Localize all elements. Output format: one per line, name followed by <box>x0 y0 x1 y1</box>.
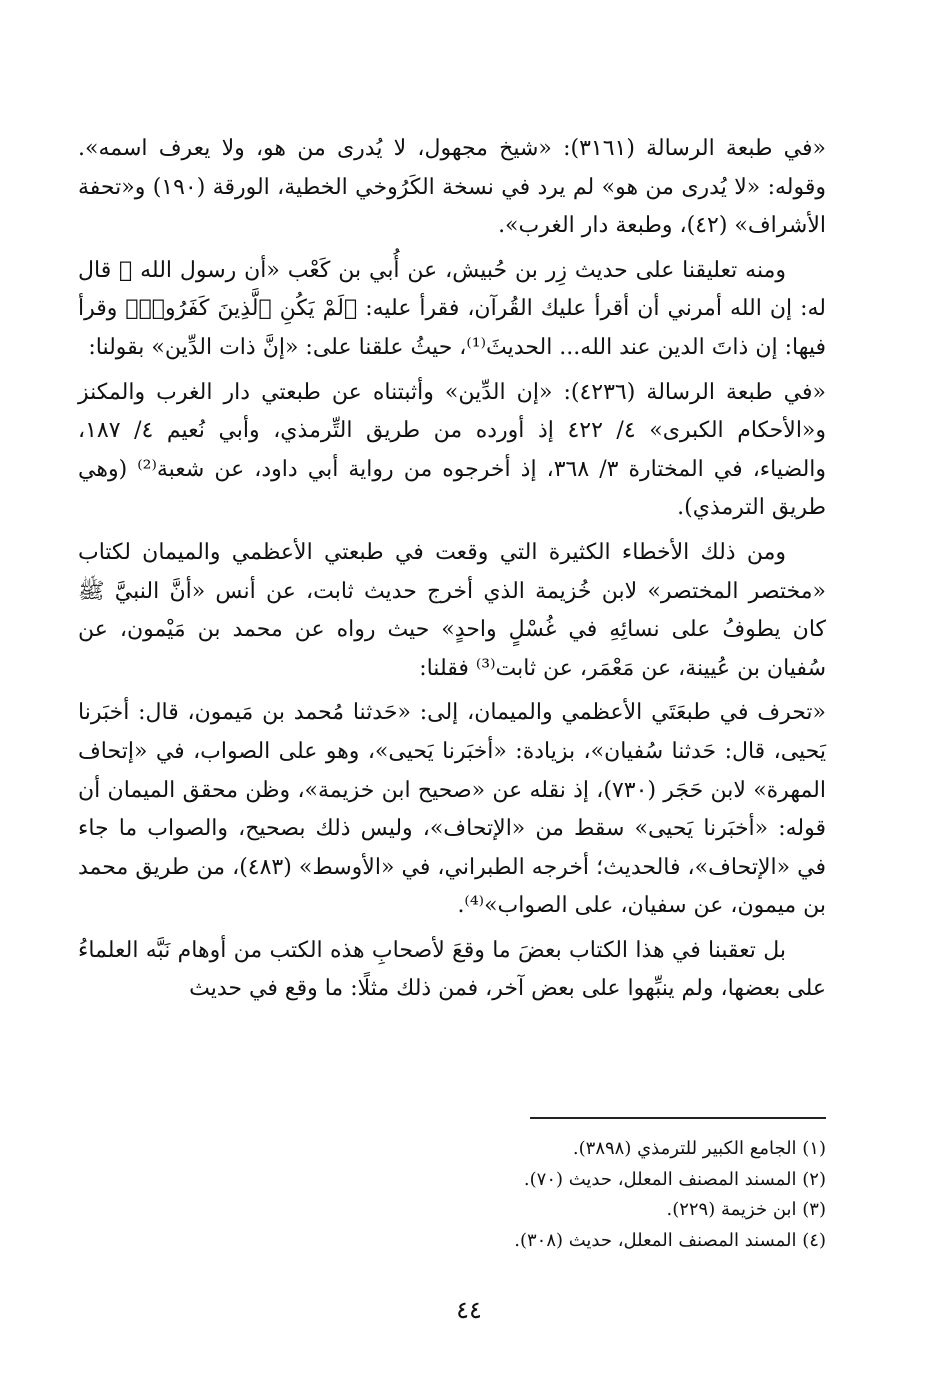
paragraph-quote-risala-3161: «في طبعة الرسالة (٣١٦١): «شيخ مجهول، لا يُدرى من هو، ولا يعرف اسمه». وقوله: «لا يُدرى من هو» لم يرد في نسخة الكَرُوخي الخطية، الورقة (١٩٠) و«تحفة الأشراف» (٤٢)، وطبعة دار الغرب». <box>78 136 826 239</box>
paragraph-mukhtasar-errors: ومن ذلك الأخطاء الكثيرة التي وقعت في طبعتي الأعظمي والميمان لكتاب «مختصر المختصر» لابن خُزيمة الذي أخرج حديث ثابت، عن أنس «أنَّ النبيَّ ﷺ كان يطوفُ على نسائِهِ في غُسْلٍ واحدٍ» حيث رواه عن محمد بن مَيْمون، عن سُفيان بن عُيينة، عن مَعْمَر، عن ثابت⁽³⁾ فقلنا: <box>78 539 826 681</box>
footnote-1: (١) الجامع الكبير للترمذي (٣٨٩٨). <box>572 1138 826 1159</box>
footnote-divider <box>530 1117 826 1119</box>
body-text <box>78 130 826 1015</box>
paragraph-quote-tahrif: «تحرف في طبعَتَي الأعظمي والميمان، إلى: «حَدثنا مُحمد بن مَيمون، قال: أخبَرنا يَحيى، قال: حَدثنا سُفيان»، بزيادة: «أخبَرنا يَحيى»، وهو على الصواب، في «إتحاف المهرة» لابن حَجَر (٧٣٠)، إذ نقله عن «صحيح ابن خزيمة»، وظن محقق الميمان أن قوله: «أخبَرنا يَحيى» سقط من «الإتحاف»، وليس ذلك بصحيح، والصواب ما جاء في «الإتحاف»، فالحديث؛ أخرجه الطبراني، في «الأوسط» (٤٨٣)، من طريق محمد بن ميمون، عن سفيان، على الصواب»⁽⁴⁾. <box>78 700 826 919</box>
paragraph-hadith-zirr: ومنه تعليقنا على حديث زِر بن حُبيش، عن أُبي بن كَعْب «أن رسول الله ﷺ قال له: إن الله أمرني أن أقرأ عليك القُرآن، فقرأ عليه: ﴿لَمْ يَكُنِ ٱلَّذِينَ كَفَرُوا۟﴾ وقرأ فيها: إن ذاتَ الدين عند الله... الحديثَ⁽¹⁾، حيثُ علقنا على: «إنَّ ذات الدِّين» بقولنا: <box>78 257 826 360</box>
footnotes <box>266 1134 826 1256</box>
footnote-4: (٤) المسند المصنف المعلل، حديث (٣٠٨). <box>514 1229 826 1251</box>
page-number: ٤٤ <box>456 1296 482 1324</box>
paragraph-taaqqubna: بل تعقبنا في هذا الكتاب بعضَ ما وقعَ لأصحابِ هذه الكتب من أوهام نَبَّه العلماءُ على بعضها، ولم ينبِّهوا على بعض آخر، فمن ذلك مثلًا: ما وقع في حديث <box>78 937 826 1002</box>
footnote-2: (٢) المسند المصنف المعلل، حديث (٧٠). <box>523 1168 826 1190</box>
paragraph-quote-risala-4236: «في طبعة الرسالة (٤٢٣٦): «إن الدِّين» وأثبتناه عن طبعتي دار الغرب والمكنز و«الأحكام الكبرى» ٤/ ٤٢٢ إذ أورده من طريق التِّرمذي، وأبي نُعيم ٤/ ١٨٧، والضياء، في المختارة ٣/ ٣٦٨، إذ أخرجوه من رواية أبي داود، عن شعبة⁽²⁾ (وهي طريق الترمذي). <box>78 379 827 521</box>
footnote-3: (٣) ابن خزيمة (٢٢٩). <box>666 1199 826 1220</box>
